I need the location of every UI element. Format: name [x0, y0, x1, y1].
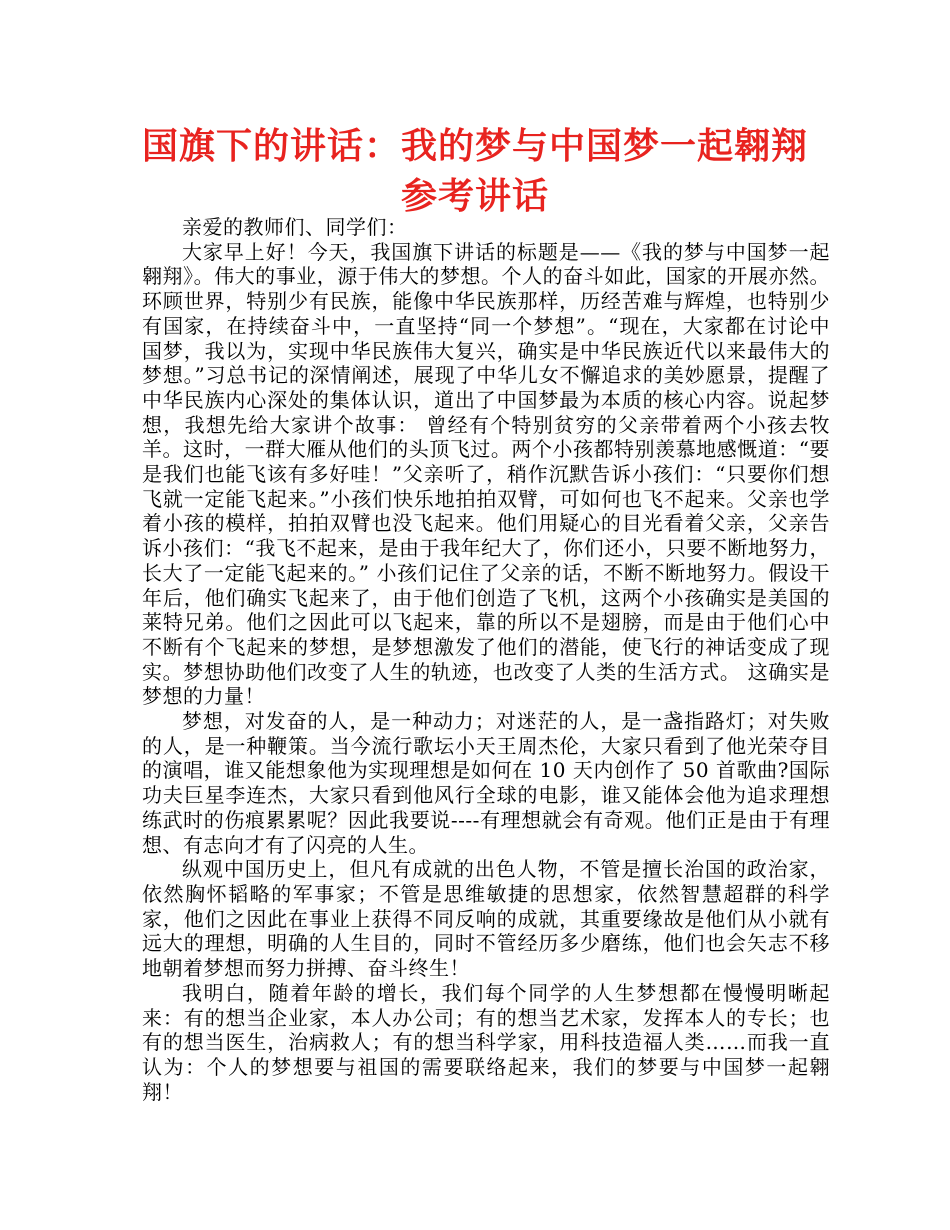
document-title [120, 122, 830, 222]
title-line-1: 国旗下的讲话：我的梦与中国梦一起翱翔 [141, 126, 808, 167]
paragraph: 我明白，随着年龄的增长，我们每个同学的人生梦想都在慢慢明晰起来：有的想当企业家，本人办公司；有的想当艺术家，发挥本人的专长；也有的想当医生，治病救人；有的想当科学家，用科技造福人类……而我一直认为：个人的梦想要与祖国的需要联络起来，我们的梦要与中国梦一起翱翔！ [142, 980, 830, 1104]
title-line-2: 参考讲话 [400, 176, 549, 217]
paragraph: 梦想，对发奋的人，是一种动力；对迷茫的人，是一盏指路灯；对失败的人，是一种鞭策。当今流行歌坛小天王周杰伦，大家只看到了他光荣夺目的演唱，谁又能想象他为实现理想是如何在 10 天内创作了 50 首歌曲?国际功夫巨星李连杰，大家只看到他风行全球的电影，谁又能体会他为追求理想练武时的伤痕累累呢？因此我要说----有理想就会有奇观。他们正是由于有理想、有志向才有了闪亮的人生。 [142, 709, 830, 857]
document-body [142, 215, 830, 1104]
paragraph: 纵观中国历史上，但凡有成就的出色人物，不管是擅长治国的政治家，依然胸怀韬略的军事家；不管是思维敏捷的思想家，依然智慧超群的科学家，他们之因此在事业上获得不同反响的成就，其重要缘故是他们从小就有远大的理想，明确的人生目的，同时不管经历多少磨练，他们也会矢志不移地朝着梦想而努力拼搏、奋斗终生！ [142, 857, 830, 981]
paragraph: 大家早上好！今天，我国旗下讲话的标题是——《我的梦与中国梦一起翱翔》。伟大的事业，源于伟大的梦想。个人的奋斗如此，国家的开展亦然。环顾世界，特别少有民族，能像中华民族那样，历经苦难与辉煌，也特别少有国家，在持续奋斗中，一直坚持“同一个梦想”。“现在，大家都在讨论中国梦，我以为，实现中华民族伟大复兴，确实是中华民族近代以来最伟大的梦想。”习总书记的深情阐述，展现了中华儿女不懈追求的美妙愿景，提醒了中华民族内心深处的集体认识，道出了中国梦最为本质的核心内容。说起梦想，我想先给大家讲个故事： 曾经有个特别贫穷的父亲带着两个小孩去牧羊。这时，一群大雁从他们的头顶飞过。两个小孩都特别羡慕地感慨道：“要是我们也能飞该有多好哇！”父亲听了，稍作沉默告诉小孩们：“只要你们想飞就一定能飞起来。”小孩们快乐地拍拍双臂，可如何也飞不起来。父亲也学着小孩的模样，拍拍双臂也没飞起来。他们用疑心的目光看着父亲，父亲告诉小孩们：“我飞不起来，是由于我年纪大了，你们还小，只要不断地努力，长大了一定能飞起来的。” 小孩们记住了父亲的话，不断不断地努力。假设干年后，他们确实飞起来了，由于他们创造了飞机，这两个小孩确实是美国的莱特兄弟。他们之因此可以飞起来，靠的所以不是翅膀，而是由于他们心中不断有个飞起来的梦想，是梦想激发了他们的潜能，使飞行的神话变成了现实。梦想协助他们改变了人生的轨迹，也改变了人类的生活方式。 这确实是梦想的力量！ [142, 239, 830, 709]
greeting-line: 亲爱的教师们、同学们： [182, 215, 408, 239]
